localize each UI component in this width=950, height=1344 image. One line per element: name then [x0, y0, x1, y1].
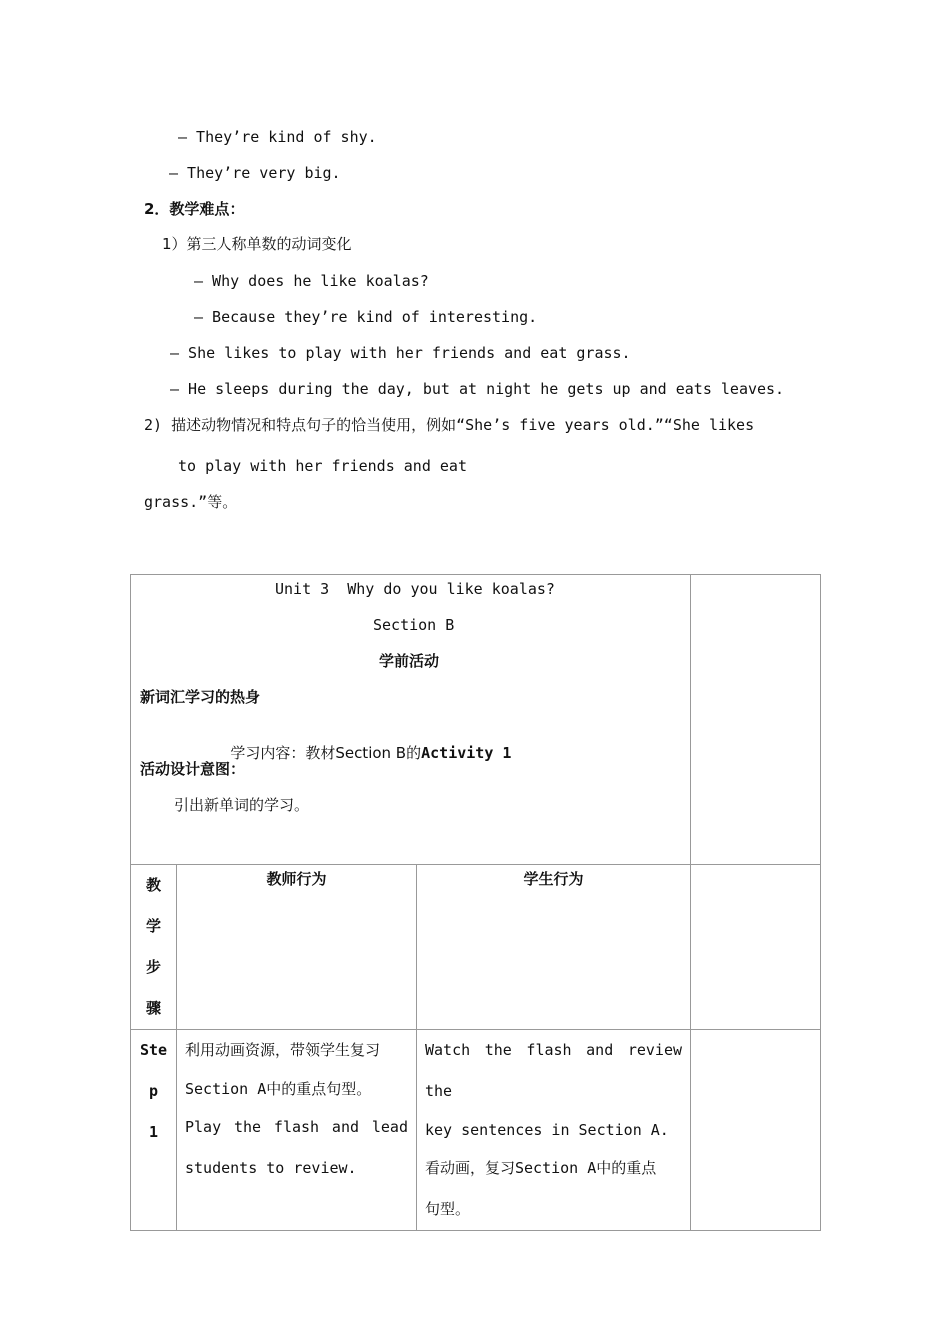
side-cell-2 — [691, 865, 821, 1030]
steps-char-4: 骤 — [145, 999, 161, 1017]
steps-char-3: 步 — [145, 958, 161, 976]
difficulty-item-2-end: grass.”等。 — [144, 493, 238, 511]
activity-title: 学前活动 — [379, 652, 440, 670]
step1-student-cell — [417, 1030, 691, 1231]
step1-student-cn-1: 看动画，复习Section A中的重点 — [425, 1159, 657, 1177]
student-column-header — [417, 865, 691, 1030]
section-title: Section B — [373, 616, 455, 634]
step1-char-3: 1 — [148, 1123, 159, 1141]
difficulty-example-2: — Because they’re kind of interesting. — [194, 308, 538, 326]
body-line-2: — They’re very big. — [169, 164, 341, 182]
step1-student-en-1: Watch the flash and review the — [425, 1041, 683, 1100]
steps-char-1: 教 — [145, 876, 161, 894]
step1-teacher-cn-2: Section A中的重点句型。 — [185, 1080, 372, 1098]
steps-char-2: 学 — [145, 917, 161, 935]
step1-teacher-cell — [177, 1030, 417, 1231]
difficulty-example-3: — She likes to play with her friends and eat grass. — [170, 344, 631, 362]
step1-char-1: Ste — [139, 1041, 168, 1059]
step1-teacher-en-1: Play the flash and lead — [185, 1118, 408, 1136]
student-header-label: 学生行为 — [523, 870, 584, 888]
content-label: 学习内容：教材Section B的 — [230, 744, 422, 762]
intent-text: 引出新单词的学习。 — [174, 796, 310, 814]
teacher-column-header — [177, 865, 417, 1030]
side-cell-3 — [691, 1030, 821, 1231]
difficulty-item-2-cont: to play with her friends and eat — [178, 457, 467, 475]
body-line-1: — They’re kind of shy. — [178, 128, 377, 146]
difficulty-item-1: 1）第三人称单数的动词变化 — [162, 235, 352, 253]
intent-label: 活动设计意图： — [140, 760, 246, 778]
unit-title: Unit 3 Why do you like koalas? — [275, 580, 555, 598]
step1-student-cn-2: 句型。 — [425, 1200, 471, 1218]
difficulty-example-4: — He sleeps during the day, but at night he gets up and eats leaves. — [170, 380, 785, 398]
warmup-title: 新词汇学习的热身 — [140, 688, 261, 706]
steps-column-header — [131, 865, 177, 1030]
section-header-cell — [131, 575, 691, 865]
difficulty-example-1: — Why does he like koalas? — [194, 272, 429, 290]
difficulty-item-2: 2) 描述动物情况和特点句子的恰当使用，例如“She’s five years old.”“She likes — [144, 416, 755, 434]
step1-teacher-en-2: students to review. — [185, 1159, 357, 1177]
step1-teacher-cn-1: 利用动画资源，带领学生复习 — [185, 1041, 381, 1059]
lesson-table — [130, 574, 821, 1231]
content-value: Activity 1 — [421, 744, 512, 762]
step1-student-en-2: key sentences in Section A. — [425, 1121, 669, 1139]
step1-label-cell — [131, 1030, 177, 1231]
step1-char-2: p — [148, 1082, 159, 1100]
teacher-header-label: 教师行为 — [266, 870, 327, 888]
difficulty-heading: 2．教学难点： — [144, 200, 245, 218]
side-cell-1 — [691, 575, 821, 865]
